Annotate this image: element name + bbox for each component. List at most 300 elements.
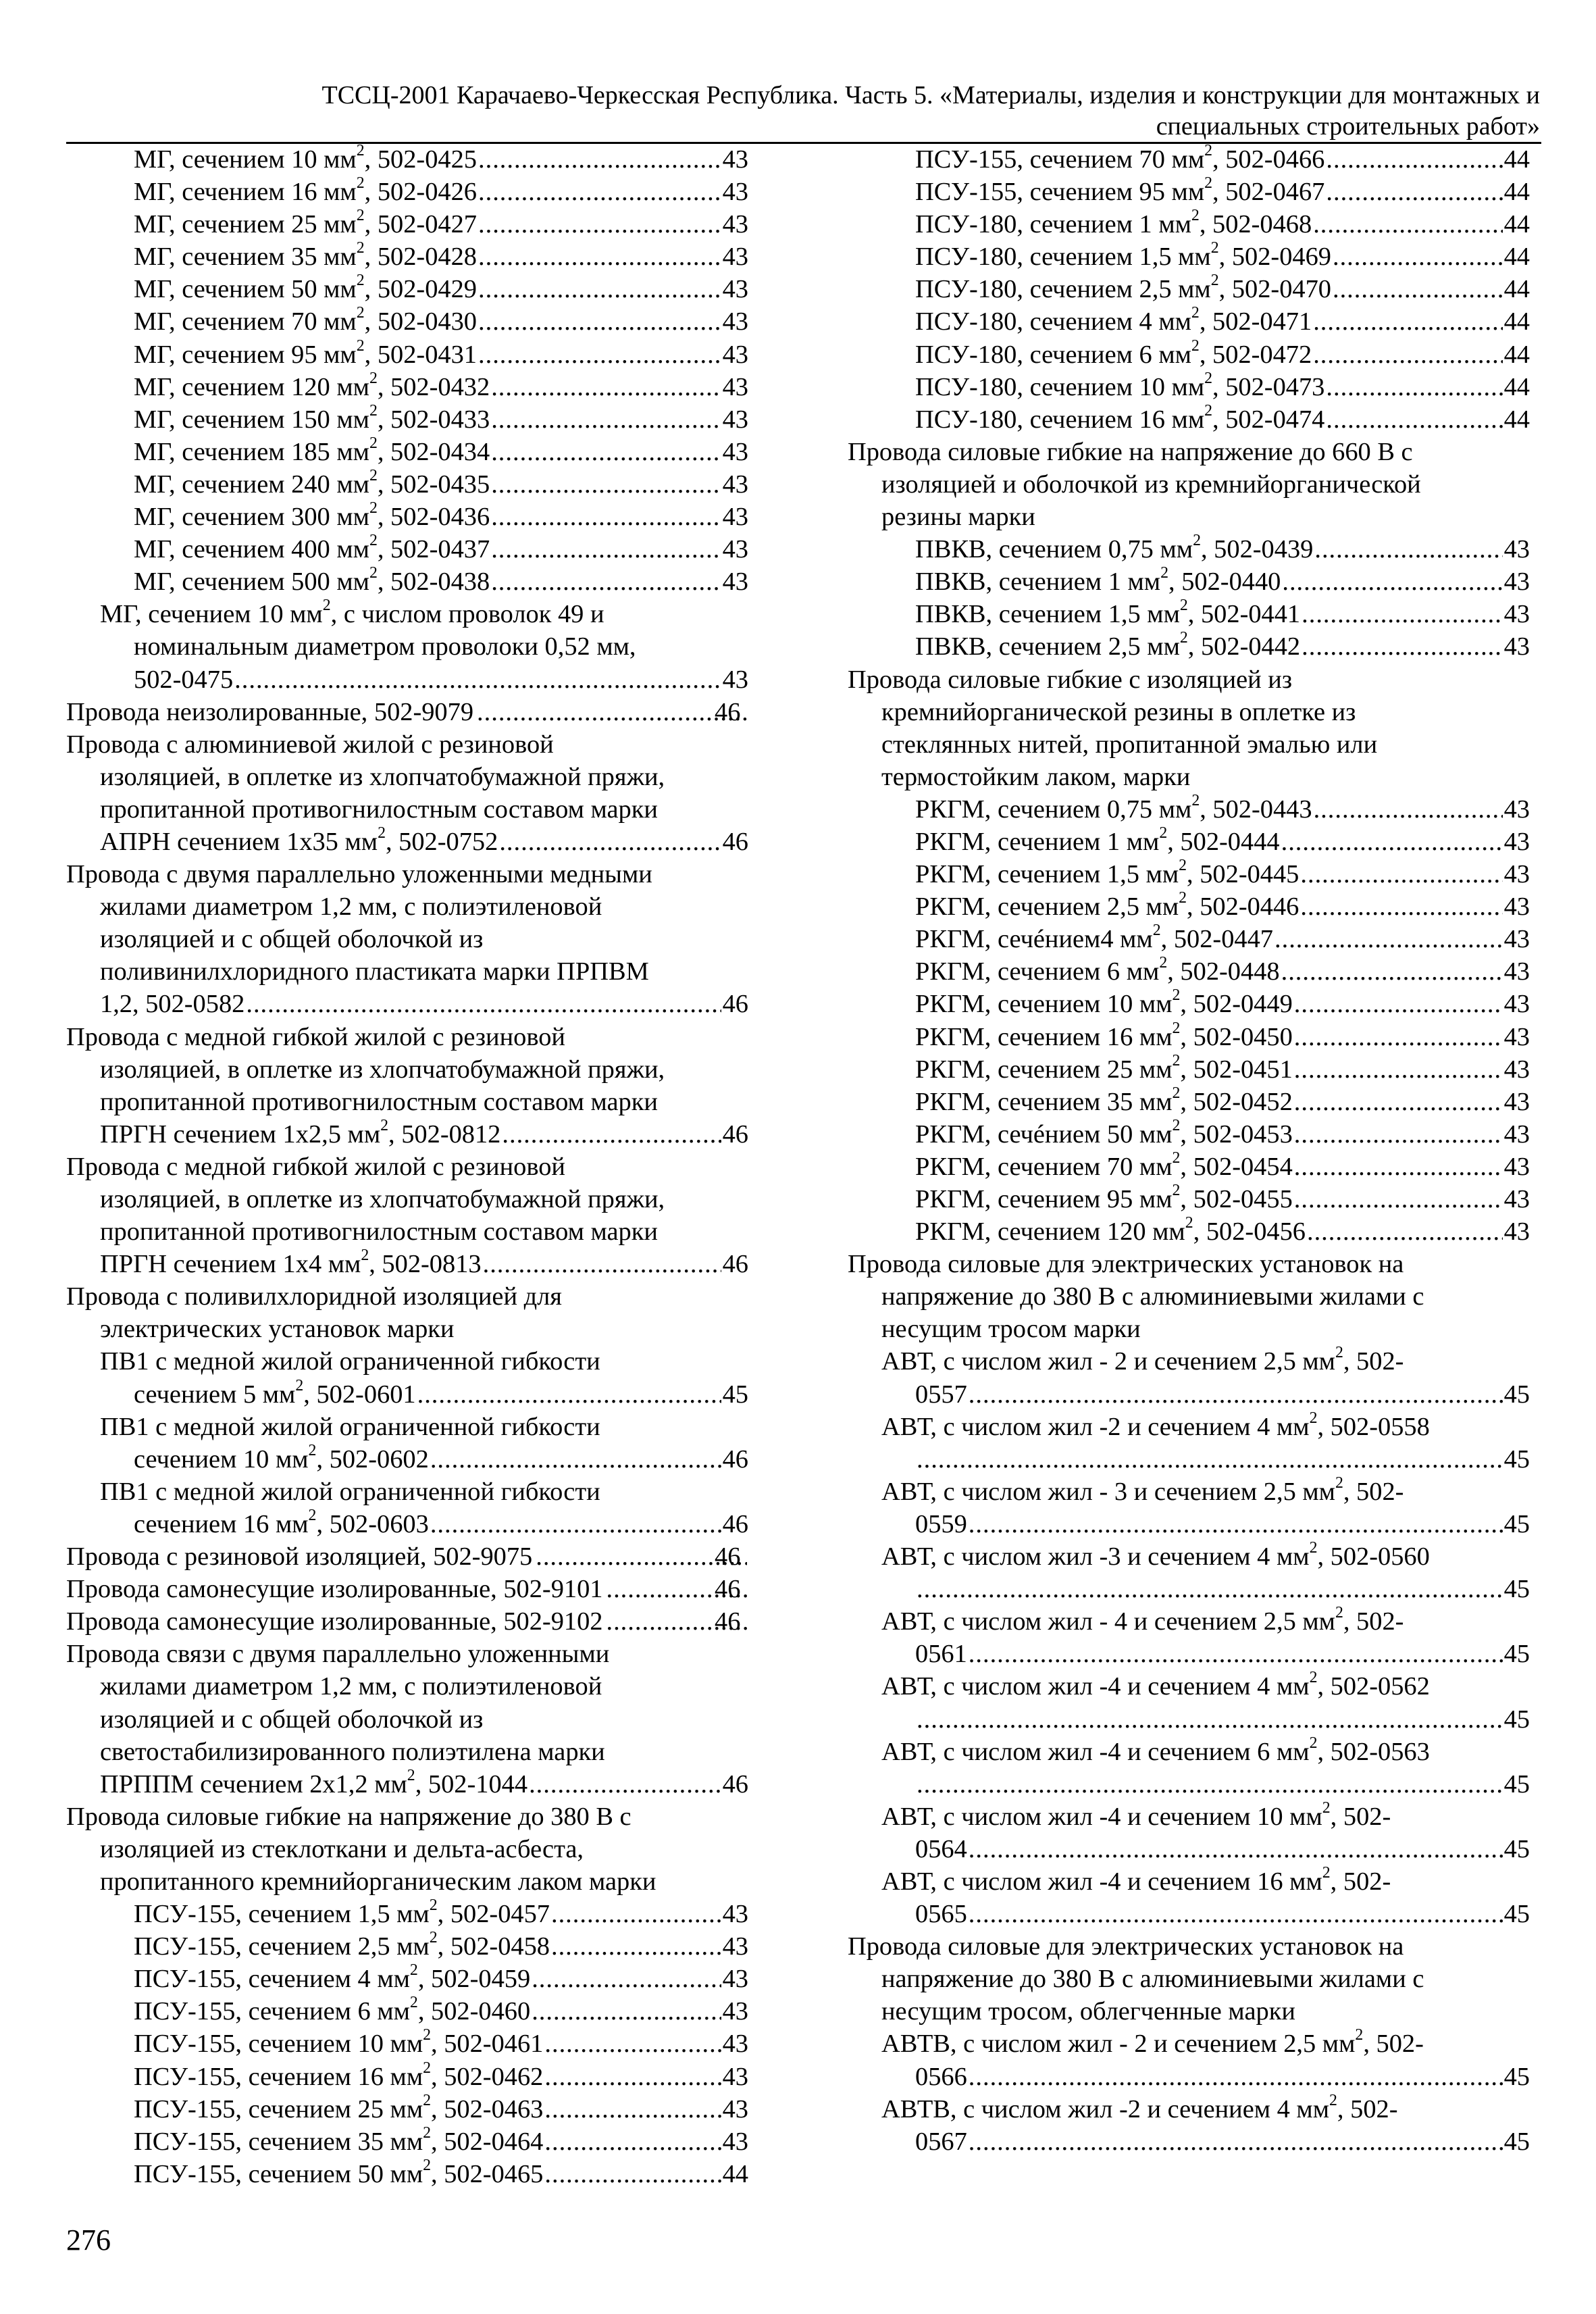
index-entry-page: 43 [722, 340, 748, 369]
index-entry-line: электрических установок марки [100, 1315, 455, 1344]
dot-leader [478, 305, 721, 338]
dot-leader [1313, 305, 1502, 338]
index-entry-text: ПВКВ, сечением 1 $мм^2$, 502-0440 [915, 564, 1281, 597]
index-entry-leader-line [915, 1573, 1530, 1605]
index-entry-leader-line [915, 1378, 1530, 1411]
index-entry-text: ПРГН сечением 1х4 $мм^2$, 502-0813 [100, 1247, 482, 1279]
dot-leader [483, 1248, 721, 1280]
index-entry-text: МГ, сечением 25 $мм^2$, 502-0427 [134, 207, 477, 239]
index-entry-leader-line [134, 305, 748, 338]
index-entry-text: ПВКВ, сечением 2,5 $мм^2$, 502-0442 [915, 629, 1301, 661]
index-entry-leader-line [915, 176, 1530, 208]
index-entry-text: ПСУ-155, сечением 35 $мм^2$, 502-0464 [134, 2123, 544, 2156]
dot-leader [529, 1768, 721, 1801]
dot-leader [532, 1995, 721, 2028]
index-entry-leader-line: Провода неизолированные, 502-9079 ..... 46 [100, 696, 748, 728]
index-entry [66, 2061, 748, 2093]
index-entry-leader-line [915, 1053, 1530, 1086]
index-entry-line: поливинилхлоридного пластиката марки ПРПВМ [100, 957, 649, 986]
dot-leader [1333, 241, 1503, 273]
index-entry-text: 0565 [915, 1900, 967, 1929]
index-entry-text: МГ, сечением 10 $мм^2$, 502-0425 [134, 142, 477, 174]
index-entry [848, 1183, 1530, 1215]
index-entry-leader-line [134, 2093, 748, 2126]
index-entry [848, 1086, 1530, 1118]
index-entry-text: 502-0475 [134, 665, 234, 694]
index-entry-leader-line [915, 2061, 1530, 2093]
index-entry-text: МГ, сечением 35 $мм^2$, 502-0428 [134, 239, 477, 272]
index-entry-leader-line [134, 436, 748, 468]
index-entry-text: 1,2, 502-0582 [100, 990, 245, 1019]
index-entry-leader-line [915, 565, 1530, 598]
index-entry [848, 1865, 1530, 1930]
index-entry-leader-line [915, 1638, 1530, 1670]
index-entry-line: номинальным диаметром проволоки 0,52 мм, [134, 632, 636, 661]
index-entry [848, 988, 1530, 1020]
index-entry-leader-line [134, 2061, 748, 2093]
dot-leader [1294, 1086, 1503, 1118]
index-entry-text: РКГМ, сечением 0,75 $мм^2$, 502-0443 [915, 792, 1312, 824]
running-header [162, 80, 1540, 142]
index-entry [848, 1605, 1530, 1670]
index-entry-text: ПСУ-155, сечением 6 $мм^2$, 502-0460 [134, 1994, 531, 2026]
index-entry [66, 1476, 748, 1540]
index-entry-page: 44 [1503, 178, 1530, 207]
index-entry-page: 46 [722, 1250, 748, 1279]
index-entry-leader-line [134, 143, 748, 176]
index-entry-leader-line [100, 1248, 748, 1280]
index-entry-line: ПВ1 с медной жилой ограниченной гибкости [100, 1477, 600, 1506]
index-entry-line: пропитанной противогнилостным составом марки [100, 1217, 658, 1247]
index-entry [848, 630, 1530, 663]
dot-leader [544, 2093, 721, 2126]
index-entry-page: 43 [1503, 1120, 1530, 1149]
index-entry [848, 1021, 1530, 1053]
index-entry [66, 305, 748, 338]
index-entry-line: жилами диаметром 1,2 мм, с полиэтиленовой [100, 1672, 602, 1701]
index-entry-line: ПВ1 с медной жилой ограниченной гибкости [100, 1412, 600, 1441]
index-entry-leader-line [100, 1768, 748, 1801]
index-entry-text: МГ, сечением 240 $мм^2$, 502-0435 [134, 467, 490, 499]
index-entry [848, 858, 1530, 890]
index-entry-page: 44 [1503, 243, 1530, 272]
index-entry [848, 1345, 1530, 1410]
index-entry [848, 1053, 1530, 1086]
index-entry-text: ПСУ-180, сечением 10 $мм^2$, 502-0473 [915, 369, 1325, 401]
index-entry-line: Провода с медной гибкой жилой с резиновой [66, 1022, 565, 1051]
index-entry-page: 43 [1503, 1055, 1530, 1084]
index-entry-text: РКГМ, сечением 10 $мм^2$, 502-0449 [915, 986, 1293, 1019]
index-entry [848, 1411, 1530, 1476]
index-entry-leader-line [915, 793, 1530, 826]
index-entry-leader-line: Провода самонесущие изолированные, 502-9101 ..... 46 [100, 1573, 748, 1605]
index-entry-page: 43 [722, 243, 748, 272]
index-entry-leader-line [915, 1508, 1530, 1540]
index-entry-text: ПСУ-155, сечением 50 $мм^2$, 502-0465 [134, 2156, 544, 2188]
index-entry-text: ПСУ-155, сечением 70 $мм^2$, 502-0466 [915, 142, 1325, 174]
index-entry-line: пропитанной противогнилостным составом марки [100, 795, 658, 824]
dot-leader [417, 1378, 721, 1411]
index-entry-page: 43 [722, 2127, 748, 2156]
index-entry-leader-line [134, 338, 748, 371]
index-entry [848, 826, 1530, 858]
index-entry [66, 1021, 748, 1151]
index-entry [66, 1540, 748, 1573]
index-entry-leader-line [915, 533, 1530, 565]
page-number: 276 [66, 2223, 111, 2257]
dot-leader [1333, 273, 1503, 305]
index-entry-page: 45 [1503, 1380, 1530, 1409]
index-entry [848, 403, 1530, 436]
index-entry-line: АВТВ, с числом жил -2 и сечением 4 $мм^2$, 502- [881, 2091, 1398, 2123]
dot-leader [1313, 208, 1502, 241]
index-entry [66, 143, 748, 176]
dot-leader [478, 143, 721, 176]
index-entry-text: РКГМ, сечением 70 $мм^2$, 502-0454 [915, 1149, 1293, 1181]
dot-leader [1326, 176, 1502, 208]
index-entry [66, 273, 748, 305]
index-entry-line: Провода с медной гибкой жилой с резиновой [66, 1152, 565, 1181]
dot-leader [1300, 858, 1502, 890]
index-entry-leader-line [915, 826, 1530, 858]
index-entry-text: Провода самонесущие изолированные, 502-9101 [66, 1575, 603, 1604]
index-entry-page: 43 [722, 437, 748, 466]
index-entry [66, 1605, 748, 1638]
index-entry-leader-line [915, 1768, 1530, 1801]
index-entry-leader-line [134, 2158, 748, 2190]
index-entry [848, 1670, 1530, 1735]
index-entry-leader-line [134, 1995, 748, 2028]
index-entry [66, 1930, 748, 1963]
index-entry-text: ПРГН сечением 1х2,5 $мм^2$, 502-0812 [100, 1116, 501, 1149]
index-entry [66, 436, 748, 468]
index-entry-page: 43 [1503, 632, 1530, 661]
index-entry [848, 241, 1530, 273]
index-entry-line: напряжение до 380 В с алюминиевыми жилами с [881, 1282, 1424, 1311]
index-entry-line: АВТВ, с числом жил - 2 и сечением 2,5 $мм^2$, 502- [881, 2026, 1424, 2059]
index-entry-page: 45 [1503, 2127, 1530, 2156]
index-entry-leader-line [915, 241, 1530, 273]
index-entry-page: 43 [722, 1965, 748, 1994]
index-entry-line: АВТ, с числом жил -4 и сечением 10 $мм^2$, 502- [881, 1799, 1391, 1831]
index-entry-page: 43 [722, 372, 748, 401]
index-entry [66, 2158, 748, 2190]
index-entry-page: 43 [722, 1932, 748, 1961]
dot-leader [1326, 371, 1502, 403]
index-entry-page: 44 [1503, 372, 1530, 401]
index-entry [848, 2093, 1530, 2158]
index-entry [66, 1963, 748, 1995]
index-entry-leader-line [915, 143, 1530, 176]
index-entry-page: 45 [1503, 1640, 1530, 1669]
index-entry-leader-line [134, 501, 748, 533]
index-entry [66, 598, 748, 695]
index-entry-page: 43 [722, 2094, 748, 2123]
index-entry-leader-line: Провода с резиновой изоляцией, 502-9075 ..... 46 [100, 1540, 748, 1573]
index-entry-leader-line [915, 338, 1530, 371]
index-entry-leader-line [915, 1021, 1530, 1053]
dot-leader [544, 2028, 721, 2060]
index-entry-line: АВТ, с числом жил -2 и сечением 4 $мм^2$, 502-0558 [881, 1409, 1430, 1441]
index-entry [848, 1736, 1530, 1801]
index-entry-text: ПВКВ, сечением 1,5 $мм^2$, 502-0441 [915, 597, 1301, 629]
index-entry-page: 43 [1503, 925, 1530, 954]
index-entry [66, 696, 748, 728]
index-entry [848, 1248, 1530, 1345]
index-entry-page: 43 [722, 535, 748, 564]
index-entry-page: 43 [1503, 1185, 1530, 1213]
index-entry-line: пропитанного кремнийорганическим лаком марки [100, 1867, 657, 1896]
index-entry-leader-line [134, 176, 748, 208]
index-entry-text: ПСУ-155, сечением 95 $мм^2$, 502-0467 [915, 174, 1325, 207]
index-entry [848, 565, 1530, 598]
index-entry-line: АВТ, с числом жил -4 и сечением 6 $мм^2$, 502-0563 [881, 1734, 1430, 1766]
index-entry [848, 305, 1530, 338]
index-entry-line: жилами диаметром 1,2 мм, с полиэтиленовой [100, 892, 602, 922]
dot-leader [1302, 630, 1502, 663]
index-entry-leader-line [915, 1898, 1530, 1930]
index-entry-page: 43 [722, 145, 748, 174]
dot-leader [1282, 565, 1502, 598]
index-entry-page: 45 [1503, 2062, 1530, 2091]
index-entry-text: АПРН сечением 1х35 $мм^2$, 502-0752 [100, 824, 498, 856]
index-column-right [848, 143, 1530, 2158]
index-entry-leader-line [915, 305, 1530, 338]
dot-leader [969, 1508, 1503, 1540]
index-entry-text: ПСУ-155, сечением 16 $мм^2$, 502-0462 [134, 2059, 544, 2091]
dot-leader [969, 1378, 1503, 1411]
index-entry [848, 1215, 1530, 1248]
index-entry-leader-line [915, 1086, 1530, 1118]
index-entry-page: 43 [722, 470, 748, 499]
index-entry [66, 2093, 748, 2126]
index-entry [66, 241, 748, 273]
index-entry-text: МГ, сечением 185 $мм^2$, 502-0434 [134, 434, 490, 466]
index-entry-text: РКГМ, сечением 120 $мм^2$, 502-0456 [915, 1214, 1306, 1247]
dot-leader [502, 1118, 721, 1151]
index-entry-leader-line [915, 988, 1530, 1020]
index-entry-page: 45 [1503, 1705, 1530, 1734]
index-entry-page: 43 [722, 568, 748, 597]
index-entry-page: 43 [1503, 795, 1530, 824]
index-entry [66, 338, 748, 371]
index-entry-text: ПВКВ, сечением 0,75 $мм^2$, 502-0439 [915, 532, 1314, 564]
index-entry-line: изоляцией и оболочкой из кремнийорганической [881, 470, 1421, 499]
index-entry-leader-line [134, 565, 748, 598]
index-entry-page: 44 [1503, 405, 1530, 434]
index-entry-text: МГ, сечением 16 $мм^2$, 502-0426 [134, 174, 477, 207]
dot-leader [1294, 988, 1503, 1020]
dot-leader [1300, 890, 1502, 923]
index-entry [66, 1995, 748, 2028]
index-entry-leader-line [100, 826, 748, 858]
dot-leader [491, 501, 721, 533]
index-entry [848, 1801, 1530, 1865]
index-entry-page: 43 [722, 1900, 748, 1929]
index-entry-line: термостойким лаком, марки [881, 762, 1191, 791]
index-entry-leader-line [915, 890, 1530, 923]
index-entry [848, 793, 1530, 826]
dot-leader [1326, 143, 1502, 176]
dot-leader [1294, 1183, 1503, 1215]
index-entry [848, 143, 1530, 176]
index-entry-page: 46 [722, 1509, 748, 1538]
index-entry-line: изоляцией из стеклоткани и дельта-асбеста, [100, 1834, 584, 1863]
index-entry [848, 1118, 1530, 1151]
index-entry-line: Провода с алюминиевой жилой с резиновой [66, 730, 554, 759]
index-entry-leader-line [915, 1833, 1530, 1865]
index-entry [848, 1930, 1530, 2028]
dot-leader [1307, 1215, 1503, 1248]
index-entry-page: 45 [1503, 1769, 1530, 1799]
index-entry-text: МГ, сечением 70 $мм^2$, 502-0430 [134, 304, 477, 336]
dot-leader [491, 533, 721, 565]
index-entry-text: РКГМ, сечением 35 $мм^2$, 502-0452 [915, 1084, 1293, 1116]
index-entry [848, 1151, 1530, 1183]
index-entry-leader-line [134, 533, 748, 565]
dot-leader [544, 2126, 721, 2158]
index-entry-text: ПСУ-180, сечением 6 $мм^2$, 502-0472 [915, 336, 1312, 369]
dot-leader [491, 403, 721, 436]
index-entry [848, 955, 1530, 988]
index-entry-text: ПСУ-155, сечением 25 $мм^2$, 502-0463 [134, 2091, 544, 2123]
index-entry-text: РКГМ, сечением 95 $мм^2$, 502-0455 [915, 1182, 1293, 1213]
index-entry-leader-line [915, 1215, 1530, 1248]
index-entry-leader-line: Провода самонесущие изолированные, 502-9102 ..... 46 [100, 1605, 748, 1638]
index-entry-leader-line [915, 923, 1530, 955]
index-entry-page: 44 [1503, 210, 1530, 239]
index-entry-text: ПСУ-180, сечением 4 $мм^2$, 502-0471 [915, 304, 1312, 336]
dot-leader [969, 2126, 1503, 2158]
dot-leader [917, 1768, 1503, 1801]
dot-leader [1275, 923, 1503, 955]
index-entry-text: 0566 [915, 2062, 967, 2091]
index-entry-page: 43 [1503, 1152, 1530, 1181]
dot-leader [532, 1963, 721, 1995]
index-entry [848, 273, 1530, 305]
index-entry-line: несущим тросом, облегченные марки [881, 1997, 1295, 2026]
index-entry-page: 43 [1503, 568, 1530, 597]
index-entry-line: пропитанной противогнилостным составом марки [100, 1087, 658, 1116]
dot-leader [1294, 1151, 1503, 1183]
index-entry-line: МГ, сечением 10 $мм^2$, с числом проволок 49 и [100, 597, 604, 629]
index-entry-page: 43 [722, 405, 748, 434]
dot-leader [1314, 793, 1503, 826]
index-entry-page: 43 [722, 503, 748, 532]
index-entry-text: ПСУ-180, сечением 16 $мм^2$, 502-0474 [915, 401, 1325, 434]
dot-leader [1281, 955, 1503, 988]
dot-leader [1302, 598, 1502, 630]
index-entry [848, 2028, 1530, 2092]
index-entry [66, 1411, 748, 1476]
dot-leader [1281, 826, 1503, 858]
dot-leader [499, 826, 721, 858]
dot-leader [969, 1638, 1503, 1670]
index-entry-page: 43 [722, 275, 748, 304]
index-entry [66, 371, 748, 403]
index-entry-page: 43 [1503, 1217, 1530, 1247]
index-entry-page: 43 [1503, 990, 1530, 1019]
index-entry [848, 371, 1530, 403]
index-entry-page: 44 [1503, 340, 1530, 369]
dot-leader [917, 1573, 1503, 1605]
index-entry-leader-line [915, 273, 1530, 305]
index-entry-page: 43 [722, 665, 748, 694]
index-entry-page: 45 [722, 1380, 748, 1409]
index-entry-leader-line [915, 955, 1530, 988]
index-entry-page: 43 [1503, 860, 1530, 889]
index-entry [66, 1573, 748, 1605]
index-entry-leader-line [915, 1151, 1530, 1183]
index-entry-leader-line [915, 598, 1530, 630]
index-entry [848, 338, 1530, 371]
dot-leader [917, 1443, 1503, 1476]
index-entry-text: РКГМ, сечением 1,5 $мм^2$, 502-0445 [915, 857, 1299, 889]
index-entry-page: 45 [1503, 1509, 1530, 1538]
index-entry-page: 46 [722, 1444, 748, 1474]
index-entry-line: Провода силовые для электрических установок на [848, 1250, 1404, 1279]
index-entry-leader-line [134, 1930, 748, 1963]
index-entry [848, 533, 1530, 565]
index-entry-page: 46 [722, 1120, 748, 1149]
index-entry-text: Провода самонесущие изолированные, 502-9102 [66, 1607, 603, 1636]
index-entry-line: Провода силовые гибкие на напряжение до 380 В с [66, 1802, 632, 1831]
index-entry-leader-line [915, 371, 1530, 403]
index-entry-line: изоляцией и с общей оболочкой из [100, 925, 484, 954]
dot-leader [551, 1930, 721, 1963]
index-entry [66, 1638, 748, 1800]
index-entry-line: стеклянных нитей, пропитанной эмалью или [881, 730, 1378, 759]
index-entry [66, 501, 748, 533]
index-entry [848, 890, 1530, 923]
index-entry-leader-line [134, 1443, 748, 1476]
index-entry-page: 45 [1503, 1834, 1530, 1863]
dot-leader [1294, 1053, 1503, 1086]
index-entry [66, 533, 748, 565]
index-entry-leader-line [134, 1508, 748, 1540]
index-entry-text: МГ, сечением 150 $мм^2$, 502-0433 [134, 401, 490, 434]
index-entry-leader-line [100, 1118, 748, 1151]
index-entry-line: резины марки [881, 503, 1035, 532]
index-entry-line: АВТ, с числом жил -3 и сечением 4 $мм^2$, 502-0560 [881, 1539, 1430, 1571]
index-entry [848, 208, 1530, 241]
dot-leader [430, 1443, 721, 1476]
dot-leader [246, 988, 721, 1020]
dot-leader [478, 208, 721, 241]
index-entry-text: сечением 10 $мм^2$, 502-0602 [134, 1441, 429, 1474]
index-entry [66, 468, 748, 501]
index-entry-text: МГ, сечением 300 $мм^2$, 502-0436 [134, 499, 490, 532]
index-entry-text: 0561 [915, 1640, 967, 1669]
dot-leader [478, 273, 721, 305]
index-entry-page: 44 [722, 2159, 748, 2188]
index-entry-leader-line [915, 208, 1530, 241]
index-entry-line: Провода с поливилхлоридной изоляцией для [66, 1282, 562, 1311]
index-entry-leader-line [134, 241, 748, 273]
dot-leader [478, 241, 721, 273]
index-entry [848, 176, 1530, 208]
dot-leader [475, 696, 747, 728]
dot-leader [969, 1898, 1503, 1930]
index-entry-leader-line [134, 468, 748, 501]
index-entry-line: АВТ, с числом жил -4 и сечением 4 $мм^2$, 502-0562 [881, 1669, 1430, 1701]
dot-leader [234, 663, 721, 696]
index-entry-leader-line [915, 1118, 1530, 1151]
index-entry-leader-line [100, 988, 748, 1020]
header-line-1: ТССЦ-2001 Карачаево-Черкесская Республика. Часть 5. «Материалы, изделия и конструкции для монтажных и [321, 81, 1540, 109]
dot-leader [478, 176, 721, 208]
index-entry-page: 44 [1503, 307, 1530, 336]
